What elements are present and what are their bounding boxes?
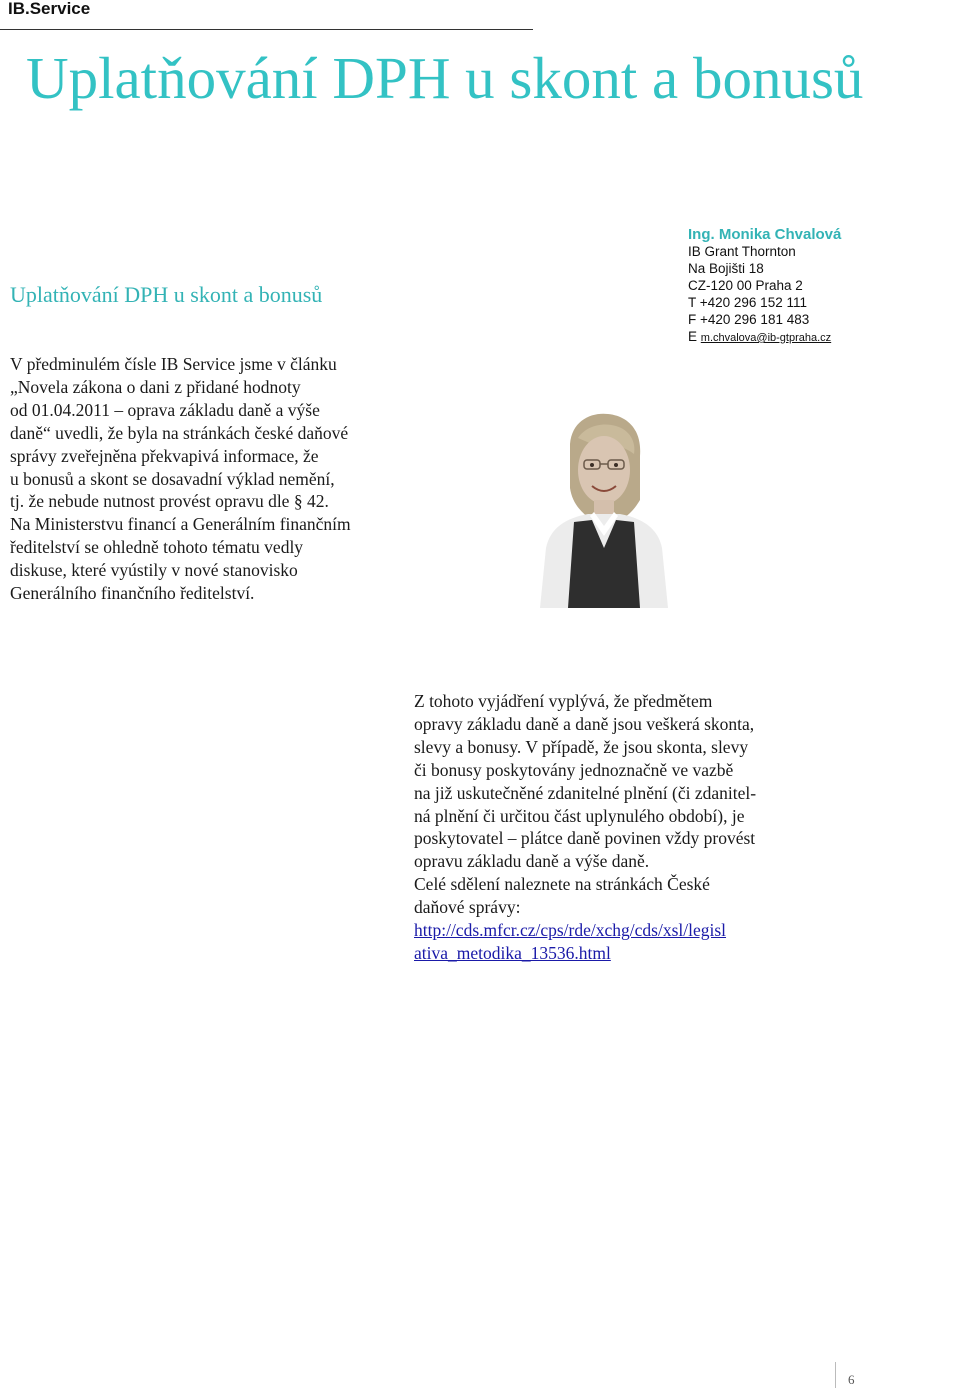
text-line: Generálního finančního ředitelství. [10, 583, 255, 604]
author-portrait [536, 408, 672, 608]
text-line: správy zveřejněna překvapivá informace, že [10, 445, 319, 466]
page-number: 6 [848, 1372, 855, 1387]
article-heading: Uplatňování DPH u skont a bonusů [10, 282, 323, 307]
text-line: poskytovatel – plátce daně povinen vždy provést [414, 828, 756, 849]
author-name: Ing. Monika Chvalová [688, 226, 842, 243]
author-city: CZ-120 00 Praha 2 [688, 278, 803, 293]
author-street: Na Bojišti 18 [688, 261, 764, 276]
text-line: u bonusů a skont se dosavadní výklad nemění, [10, 468, 335, 489]
author-phone: T +420 296 152 111 [688, 295, 807, 310]
author-fax: F +420 296 181 483 [688, 312, 810, 327]
source-link-continued[interactable]: ativa_metodika_13536.html [414, 942, 611, 963]
text-line: V předminulém čísle IB Service jsme v článku [10, 354, 337, 374]
text-line: opravu základu daně a výše daně. [414, 851, 650, 872]
article-conclusion [414, 690, 756, 965]
text-line: od 01.04.2011 – oprava základu daně a výše [10, 399, 320, 420]
text-line: Z tohoto vyjádření vyplývá, že předmětem [414, 691, 713, 711]
author-contact-card [688, 226, 841, 347]
text-line: daňové správy: [414, 897, 521, 918]
article-intro [10, 353, 351, 605]
author-email-row [688, 328, 841, 347]
email-prefix: E [688, 329, 698, 344]
text-line: tj. že nebude nutnost provést opravu dle § 42. [10, 491, 329, 512]
author-email-link[interactable]: m.chvalova@ib-gtpraha.cz [700, 332, 832, 344]
author-company: IB Grant Thornton [688, 244, 796, 259]
text-line: diskuse, které vyústily v nové stanovisko [10, 560, 298, 581]
text-line: ředitelství se ohledně tohoto tématu vedly [10, 537, 304, 558]
text-line: slevy a bonusy. V případě, že jsou skonta, slevy [414, 736, 749, 757]
page-title: Uplatňování DPH u skont a bonusů [26, 45, 864, 111]
text-line: Na Ministerstvu financí a Generálním finančním [10, 514, 351, 535]
text-line: ná plnění či určitou část uplynulého období), je [414, 805, 745, 826]
header-divider [0, 29, 533, 30]
footer-divider [835, 1362, 836, 1388]
source-link[interactable]: http://cds.mfcr.cz/cps/rde/xchg/cds/xsl/legisl [414, 920, 727, 941]
text-line: opravy základu daně a daně jsou veškerá skonta, [414, 713, 755, 734]
brand-label: IB.Service [8, 0, 91, 18]
text-line: „Novela zákona o dani z přidané hodnoty [10, 376, 301, 397]
text-line: či bonusy poskytovány jednoznačně ve vazbě [414, 759, 734, 780]
text-line: daně“ uvedli, že byla na stránkách české daňové [10, 422, 349, 443]
text-line: Celé sdělení naleznete na stránkách České [414, 874, 710, 895]
text-line: na již uskutečněné zdanitelné plnění (či zdanitel- [414, 782, 757, 803]
